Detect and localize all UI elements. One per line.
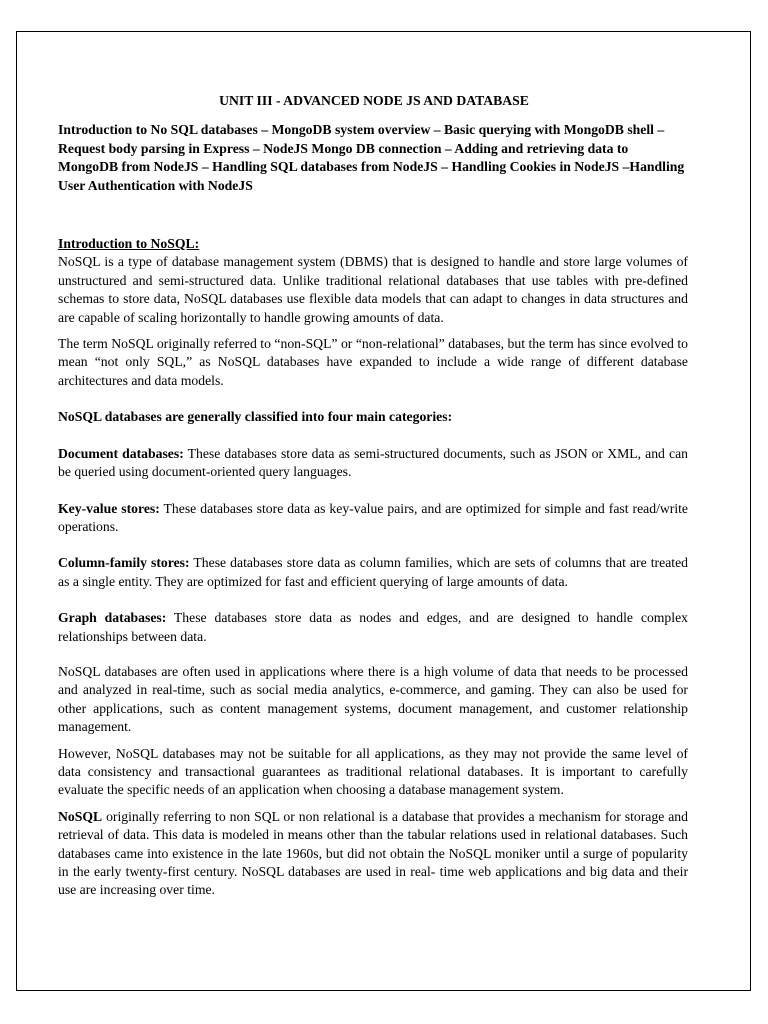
category-document bbox=[58, 445, 688, 482]
categories-heading: NoSQL databases are generally classified into four main categories: bbox=[58, 409, 453, 425]
category-text: These databases store data as nodes and edges, and are designed to handle complex relationships between data. bbox=[58, 610, 689, 644]
category-name: Graph databases: bbox=[58, 610, 167, 626]
final-text: originally referring to non SQL or non relational is a database that provides a mechanism for storage and retrieval of data. This data is modeled in means other than the tabular relations used in relational databases. Such databases came into existence in the late 1960s, but did not obtain the NoSQL moniker until a surge of popularity in the early twenty-first century. NoSQL databases are used in real- time web applications and big data and their use are increasing over time. bbox=[58, 808, 688, 898]
section-heading: Introduction to NoSQL: bbox=[58, 236, 200, 252]
topics-list: Introduction to No SQL databases – MongoDB system overview – Basic querying with MongoDB shell – Request body parsing in Express – NodeJS Mongo DB connection – Adding and retrieving data to MongoDB from NodeJS – Handling SQL databases from NodeJS – Handling Cookies in NodeJS –Handling User Authentication with NodeJS bbox=[58, 122, 685, 193]
category-name: Document databases: bbox=[58, 445, 184, 461]
category-text: These databases store data as semi-structured documents, such as JSON or XML, and can be queried using document-oriented query languages. bbox=[58, 445, 688, 480]
category-text: These databases store data as column families, which are sets of columns that are treated as a single entity. They are optimized for fast and efficient querying of large amounts of data. bbox=[58, 555, 688, 589]
unit-title: UNIT III - ADVANCED NODE JS AND DATABASE bbox=[219, 93, 529, 108]
usage-paragraph: NoSQL databases are often used in applications where there is a high volume of data that needs to be processed and analyzed in real-time, such as social media analytics, e-commerce, and gaming. They can also be used for other applications, such as content management systems, document management, and customer relationship management. bbox=[58, 663, 688, 735]
intro-paragraph: NoSQL is a type of database management system (DBMS) that is designed to handle and store large volumes of unstructured and semi-structured data. Unlike traditional relational databases that use tables with pre-defined schemas to store data, NoSQL databases use flexible data models that can adapt to changes in data structures and are capable of scaling horizontally to handle growing amounts of data. bbox=[58, 254, 688, 325]
term-paragraph: The term NoSQL originally referred to “non-SQL” or “non-relational” databases, but the term has since evolved to mean “not only SQL,” as NoSQL databases have expanded to include a wide range of different database architectures and data models. bbox=[58, 336, 688, 388]
final-lead: NoSQL bbox=[58, 808, 103, 824]
final-paragraph bbox=[58, 808, 688, 900]
caveat-paragraph: However, NoSQL databases may not be suitable for all applications, as they may not provide the same level of data consistency and transactional guarantees as traditional relational databases. It is important to carefully evaluate the specific needs of an application when choosing a database management system. bbox=[58, 745, 688, 798]
category-graph bbox=[58, 609, 688, 646]
document-body bbox=[58, 92, 688, 900]
category-name: Key-value stores: bbox=[58, 500, 160, 516]
category-key-value bbox=[58, 500, 688, 537]
category-column-family bbox=[58, 554, 688, 591]
category-text: These databases store data as key-value pairs, and are optimized for simple and fast read/write operations. bbox=[58, 500, 688, 534]
category-name: Column-family stores: bbox=[58, 555, 190, 571]
